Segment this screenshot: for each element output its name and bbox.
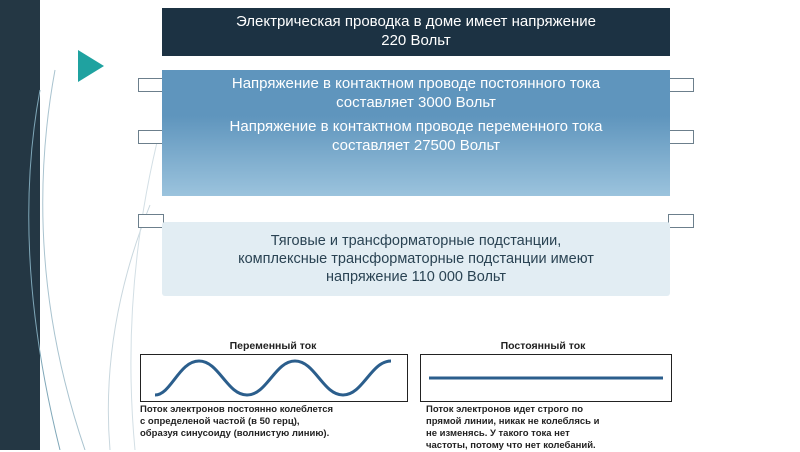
- triangle-pointer-icon: [78, 50, 104, 82]
- ac-caption-line1: Поток электронов постоянно колеблется: [140, 404, 334, 415]
- connector-right-2: [668, 78, 694, 92]
- dc-caption-line3: не изменясь. У такого тока нет: [426, 427, 570, 439]
- connector-left-2: [138, 78, 164, 92]
- dc-caption: [426, 404, 672, 452]
- box-home-wiring: [162, 8, 670, 56]
- box4-line1: Тяговые и трансформаторные подстанции,: [270, 232, 562, 249]
- box4-line3: напряжение 110 000 Вольт: [326, 269, 506, 286]
- connector-right-4: [668, 214, 694, 228]
- ac-caption-line3: образуя синусоиду (волнистую линию).: [140, 427, 330, 439]
- box2-line1: Напряжение в контактном проводе постоянного тока: [231, 75, 601, 93]
- box1-line2: 220 Вольт: [381, 32, 451, 49]
- ac-frame: [140, 354, 408, 402]
- box1-line1: Электрическая проводка в доме имеет напряжение: [235, 13, 597, 31]
- dc-title: Постоянный ток: [500, 340, 586, 352]
- connector-left-4: [138, 214, 164, 228]
- box2-line2: составляет 3000 Вольт: [336, 94, 496, 111]
- box-dc-contact-wire: [162, 70, 670, 118]
- dc-caption-line2: прямой линии, никак не колеблясь и: [426, 415, 600, 427]
- dc-frame: [420, 354, 672, 402]
- connector-right-3: [668, 130, 694, 144]
- ac-caption-line2: с определеной частой (в 50 герц),: [140, 415, 300, 427]
- box3-line2: составляет 27500 Вольт: [331, 136, 501, 154]
- flat-line-icon: [421, 355, 671, 401]
- ac-caption: [140, 404, 406, 440]
- box-substations: [162, 222, 670, 296]
- box3-line1: Напряжение в контактном проводе переменного тока: [229, 118, 603, 135]
- ac-dc-figure: [138, 340, 672, 451]
- sine-wave-icon: [141, 355, 407, 401]
- connector-left-3: [138, 130, 164, 144]
- box4-line2: комплексные трансформаторные подстанции имеют: [238, 250, 594, 267]
- dc-caption-line4: частоты, потому что нет колебаний.: [426, 439, 596, 451]
- box-ac-contact-wire: [162, 116, 670, 196]
- dc-caption-line1: Поток электронов идет строго по: [426, 404, 584, 415]
- ac-title: Переменный ток: [229, 340, 317, 352]
